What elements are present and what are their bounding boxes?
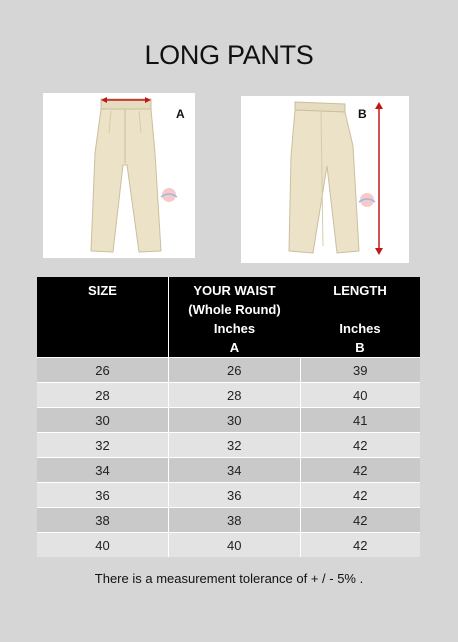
cell-waist: 30 <box>169 408 301 433</box>
page-title: LONG PANTS <box>144 40 314 70</box>
cell-size: 28 <box>37 383 169 408</box>
cell-size: 30 <box>37 408 169 433</box>
cell-length: 40 <box>300 383 420 408</box>
cell-size: 40 <box>37 533 169 558</box>
photo-a-label: A <box>176 107 185 121</box>
tolerance-note: There is a measurement tolerance of + / - 5% . <box>94 571 364 586</box>
cell-waist: 26 <box>169 358 301 383</box>
size-chart-table <box>37 277 420 557</box>
cell-size: 34 <box>37 458 169 483</box>
cell-length: 41 <box>300 408 420 433</box>
table-header-row <box>37 277 420 358</box>
cell-size: 32 <box>37 433 169 458</box>
table-row <box>37 508 420 533</box>
table-row <box>37 533 420 558</box>
cell-waist: 28 <box>169 383 301 408</box>
cell-length: 42 <box>300 458 420 483</box>
cell-waist: 36 <box>169 483 301 508</box>
cell-waist: 38 <box>169 508 301 533</box>
cell-waist: 32 <box>169 433 301 458</box>
cell-size: 36 <box>37 483 169 508</box>
header-size: SIZE <box>37 277 169 358</box>
table-row <box>37 358 420 383</box>
cell-waist: 40 <box>169 533 301 558</box>
table-row <box>37 408 420 433</box>
side-view-pants-photo <box>241 96 409 263</box>
cell-length: 42 <box>300 433 420 458</box>
header-waist: YOUR WAIST (Whole Round) Inches A <box>169 277 301 358</box>
front-pants-image <box>43 93 195 258</box>
side-pants-image <box>241 96 409 263</box>
table-row <box>37 433 420 458</box>
cell-size: 38 <box>37 508 169 533</box>
table-row <box>37 383 420 408</box>
table-row <box>37 458 420 483</box>
cell-length: 42 <box>300 508 420 533</box>
table-row <box>37 483 420 508</box>
cell-length: 42 <box>300 483 420 508</box>
photo-b-label: B <box>358 107 367 121</box>
header-length: LENGTH Inches B <box>300 277 420 358</box>
front-view-pants-photo <box>43 93 195 258</box>
cell-size: 26 <box>37 358 169 383</box>
cell-waist: 34 <box>169 458 301 483</box>
cell-length: 42 <box>300 533 420 558</box>
cell-length: 39 <box>300 358 420 383</box>
